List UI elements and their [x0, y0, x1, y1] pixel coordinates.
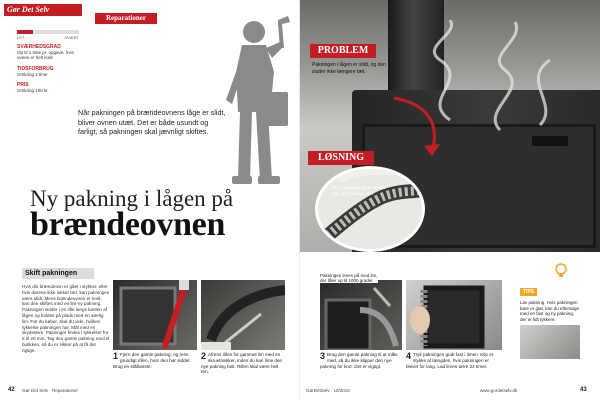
step-3-caption: [320, 352, 402, 369]
step-2-caption: [201, 352, 285, 375]
section-banner: Reparationer: [95, 13, 157, 24]
step-text: Brug den gamle pakning til at måle med, så du ikke klipper den nye pakning for kort. Det er vigtigt.: [320, 352, 398, 369]
step-text: Fjern den gamle pakning, og rens grundigt rillen, hvor den har siddet. Brug en stålbørste.: [113, 352, 191, 369]
tip-box: [520, 280, 580, 359]
glue-callout: Pakningen limes på med lim, der tåler op til 1000 grader.: [320, 273, 378, 283]
info-value: Omkring 1 time: [17, 72, 48, 77]
tip-text: Lav pakning. Hvis pakningen bare er glat, kan du eftersøge med en fast og ny pakning, der er lidt tykkere.: [520, 300, 580, 322]
headline-line-2: brændeovnen: [30, 206, 226, 243]
tip-tag: TIPS: [520, 288, 537, 296]
info-value: Omkring 100 kr.: [17, 88, 49, 93]
lightbulb-icon: [552, 262, 570, 280]
gasket-rope-icon: [318, 169, 422, 249]
gasket-inset-photo: [315, 166, 425, 252]
step-number: 2: [201, 351, 207, 361]
info-block-difficulty: [17, 44, 83, 60]
brush-icon: [113, 280, 197, 350]
info-block-price: [17, 82, 83, 93]
difficulty-easy-label: LET: [17, 35, 25, 40]
step-number: 3: [320, 351, 326, 361]
smoke-icon: [300, 20, 600, 140]
footer-left: Gør Det Selv · Reparationer: [22, 388, 79, 393]
page-number-left: 42: [8, 387, 15, 393]
problem-text: Pakningen i lågen er slidt, og den slutter ikke længere tæt.: [312, 62, 386, 75]
info-key: TIDSFORBRUG: [17, 66, 54, 72]
page-number-right: 43: [580, 387, 587, 393]
info-key: PRIS: [17, 82, 29, 88]
headline-line-1: Ny pakning i lågen på: [30, 186, 234, 211]
step-text: Afrens rillen for gammel lim med en skruetrækker, inden du kan lime den nye pakning fast. Rillen skal være helt ren.: [201, 352, 283, 375]
step-1-photo: [113, 280, 197, 350]
body-text: Hvis din brændeovn er gået i stykker, eller hvis dørene ikke lukker tæt, kan pakningen være slidt. Mens brændeovnen er kold, kan den skiftes med en lim-ny pakning. Pakningen sidder i en rille langs kanten af lågen og holdes på plads med en særlig lim. Før du køber, skal du vide, hvilken tykkelse pakningen har. Mål med en skydelære. Pakninger findes i tykkelser fra 5 til 20 mm. Tag den gamle pakning med til butikken, så du er sikker på at få det rigtige.: [22, 284, 110, 353]
footer-right: www.gordetselv.dk: [480, 388, 518, 393]
brand-banner: Gør Det Selv: [4, 4, 82, 16]
arrow-icon: [388, 94, 448, 160]
step-number: 4: [406, 351, 412, 361]
step-4-photo: [406, 280, 502, 350]
difficulty-bar: [17, 30, 79, 34]
gasket-measure-icon: [320, 280, 402, 350]
section-heading: Skift pakningen: [22, 268, 94, 279]
step-text: Tryk pakningen godt fast i limen. Klip et stykke af længden, hvis pakningen er blevet for lang. Lad limen tørre 24 timer.: [406, 352, 494, 369]
footer-center: GørDetSelv · 10/2019: [306, 388, 350, 393]
difficulty-hard-label: SVÆRT: [64, 35, 79, 40]
step-4-caption: [406, 352, 502, 369]
problem-label: PROBLEM: [310, 44, 376, 58]
step-3-photo: [320, 280, 402, 350]
info-key: SVÆRHEDSGRAD: [17, 44, 61, 50]
difficulty-fill: [17, 30, 33, 34]
worker-silhouette-icon: [218, 12, 300, 192]
solution-label: LØSNING: [308, 151, 374, 165]
press-gasket-icon: [406, 280, 502, 350]
step-1-caption: [113, 352, 197, 369]
screwdriver-icon: [201, 280, 285, 350]
tip-photo: [520, 325, 580, 359]
step-number: 1: [113, 351, 119, 361]
intro-paragraph: Når pakningen på brændeovnens låge er slidt, bliver ovnen utæt. Det er både usundt og farligt, så pakningen skal jævnligt skiftes.: [78, 108, 226, 136]
difficulty-meter: [17, 30, 79, 40]
info-block-time: [17, 66, 83, 77]
solution-text: En ny pakning giver en tæt dør og en sikker ovn.: [332, 185, 386, 196]
step-2-photo: [201, 280, 285, 350]
info-value: Op til 1 time pr. opgave, hvis ovnen er helt kold: [17, 50, 74, 60]
